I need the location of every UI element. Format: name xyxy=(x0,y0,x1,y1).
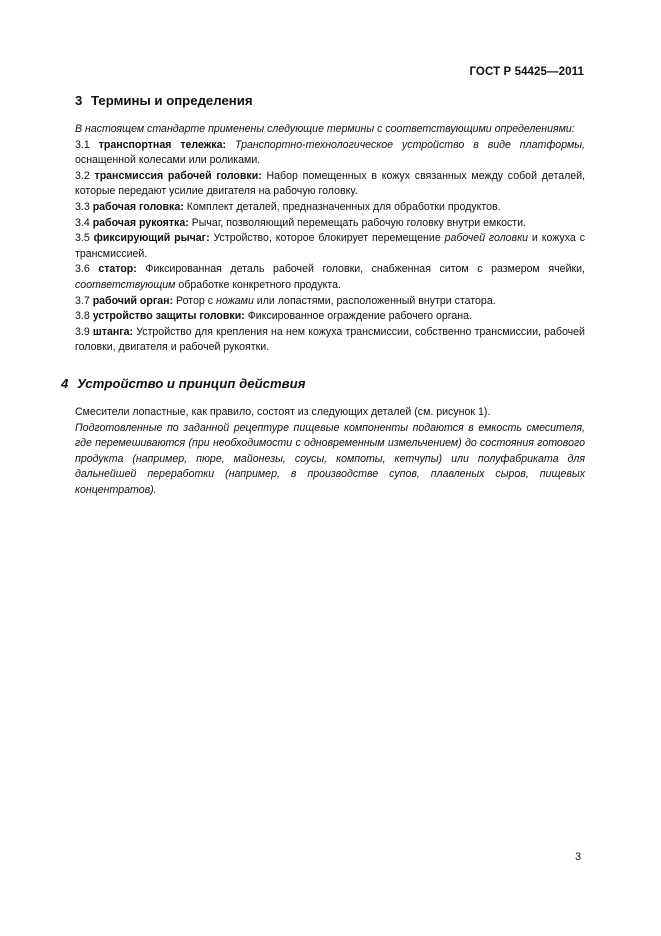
term-item xyxy=(75,231,585,262)
term-name: рабочий орган: xyxy=(92,294,174,307)
term-definition-end: или лопастями, расположенный внутри статора. xyxy=(253,294,496,307)
term-name: рабочая головка: xyxy=(92,200,184,213)
term-definition-italic: рабочей головки xyxy=(444,232,528,245)
term-definition: Фиксированное ограждение рабочего органа. xyxy=(247,310,472,323)
section-title: Устройство и принцип действия xyxy=(77,375,306,391)
standard-code: ГОСТ Р 54425—2011 xyxy=(469,66,584,78)
term-item xyxy=(75,262,585,293)
term-name: рабочая рукоятка: xyxy=(92,216,189,229)
term-item xyxy=(75,169,585,200)
section-number: 3 xyxy=(75,93,83,108)
term-number: 3.8 xyxy=(75,310,90,323)
page-content xyxy=(61,92,586,498)
term-definition: Фиксированная деталь рабочей головки, снабженная ситом с размером ячейки, xyxy=(145,263,585,276)
term-name: трансмиссия рабочей головки: xyxy=(94,169,262,182)
terms-list xyxy=(75,138,585,356)
section-3-heading xyxy=(75,92,585,110)
term-item xyxy=(75,200,585,216)
term-definition: Ротор с xyxy=(176,294,217,307)
term-definition: Устройство для крепления на нем кожуха трансмиссии, собственно трансмиссии, рабочей головки, двигателя и рабочей рукоятки. xyxy=(75,325,585,354)
term-number: 3.9 xyxy=(75,325,90,338)
term-definition: Набор помещенных в кожух связанных между собой деталей, которые передают усилие двигателя на рабочую головку. xyxy=(75,169,586,198)
term-number: 3.4 xyxy=(75,216,90,229)
section-number: 4 xyxy=(61,375,69,391)
term-number: 3.3 xyxy=(75,200,90,213)
term-name: транспортная тележка: xyxy=(98,138,226,151)
term-number: 3.5 xyxy=(75,232,90,245)
term-number: 3.1 xyxy=(75,138,90,151)
term-name: устройство защиты головки: xyxy=(92,310,245,323)
term-number: 3.7 xyxy=(75,294,90,307)
term-number: 3.2 xyxy=(75,169,90,182)
section-3-intro: В настоящем стандарте применены следующие термины с соответствующими определениями: xyxy=(75,123,575,135)
term-name: фиксирующий рычаг: xyxy=(93,232,210,245)
term-definition-italic: ножами xyxy=(216,294,254,307)
section-4-heading xyxy=(61,375,585,393)
term-item xyxy=(75,325,585,356)
term-item xyxy=(75,294,585,310)
term-definition-italic: Транспортно-технологическое устройство в виде платформы, xyxy=(234,138,585,151)
section-4-paragraph-1: Смесители лопастные, как правило, состоят из следующих деталей (см. рисунок 1). xyxy=(75,405,491,418)
section-4-paragraph-2: Подготовленные по заданной рецептуре пищевые компоненты подаются в емкость смесителя, где перемешиваются (при необходимости с одновременным измельчением) до состояния готового продукта (например, пюре, майонезы, соусы, компоты, кетчупы) или полуфабриката для дальнейшей переработки (например, в производстве супов, плавленых сыров, пищевых концентратов). xyxy=(75,421,585,496)
term-item xyxy=(75,138,585,169)
term-item xyxy=(75,309,585,325)
section-title: Термины и определения xyxy=(91,93,253,108)
term-definition-italic: соответствующим xyxy=(75,278,176,291)
page-number: 3 xyxy=(575,851,581,863)
term-name: штанга: xyxy=(92,325,134,338)
term-definition-end: обработке конкретного продукта. xyxy=(175,278,341,291)
term-definition: Рычаг, позволяющий перемещать рабочую головку внутри емкости. xyxy=(191,216,526,229)
term-name: статор: xyxy=(98,263,137,276)
term-definition: Комплект деталей, предназначенных для обработки продуктов. xyxy=(186,200,501,213)
term-definition: оснащенной колесами или роликами. xyxy=(75,154,261,167)
term-definition-end: и кожуха с трансмиссией. xyxy=(75,232,585,260)
term-number: 3.6 xyxy=(75,263,90,276)
term-item xyxy=(75,216,585,232)
term-definition: Устройство, которое блокирует перемещение xyxy=(213,232,445,245)
